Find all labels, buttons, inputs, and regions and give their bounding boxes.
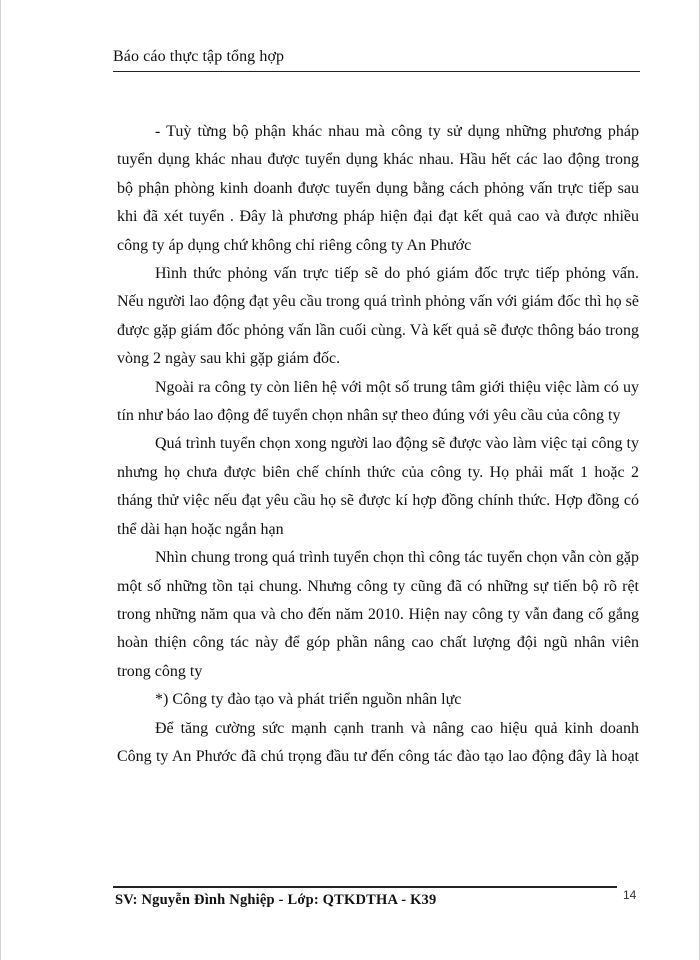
section-heading-training: *) Công ty đào tạo và phát triển nguồn nhân lực	[155, 691, 462, 709]
footer-student-info: SV: Nguyễn Đình Nghiệp - Lớp: QTKDTHA - K39	[115, 892, 437, 908]
header-title: Báo cáo thực tập tổng hợp	[113, 48, 285, 65]
paragraph-job-centers: Ngoài ra công ty còn liên hệ với một số trung tâm giới thiệu việc làm có uy tín như báo lao động để tuyển chọn nhân sự theo đúng với yêu cầu của công ty	[117, 378, 639, 425]
body-text	[117, 118, 639, 771]
page-number: 14	[623, 888, 637, 902]
paragraph-direct-interview: Hình thức phỏng vấn trực tiếp sẽ do phó giám đốc trực tiếp phỏng vấn. Nếu người lao động đạt yêu cầu trong quá trình phỏng vấn với giám đốc thì họ sẽ được gặp giám đốc phỏng vấn lần cuối cùng. Và kết quả sẽ được thông báo trong vòng 2 ngày sau khi gặp giám đốc.	[117, 265, 639, 368]
paragraph-probation: Quá trình tuyển chọn xong người lao động sẽ được vào làm việc tại công ty nhưng họ chưa được biên chế chính thức của công ty. Họ phải mất 1 hoặc 2 tháng thử việc nếu đạt yêu cầu họ sẽ được kí hợp đồng chính thức. Hợp đồng có thể dài hạn hoặc ngắn hạn	[117, 435, 639, 538]
paragraph-training-intro: Để tăng cường sức mạnh cạnh tranh và nâng cao hiệu quả kinh doanh Công ty An Phước đã chú trọng đầu tư đến công tác đào tạo lao động đây là hoạt	[117, 719, 639, 765]
header-rule	[113, 71, 640, 72]
footer-rule	[113, 886, 617, 888]
paragraph-recruitment-methods: - Tuỳ từng bộ phận khác nhau mà công ty sử dụng những phương pháp tuyển dụng khác nhau được tuyển dụng khác nhau. Hầu hết các lao động trong bộ phận phòng kinh doanh được tuyển dụng bằng cách phỏng vấn trực tiếp sau khi đã xét tuyển . Đây là phương pháp hiện đại đạt kết quả cao và được nhiều công ty áp dụng chứ không chỉ riêng công ty An Phước	[117, 123, 639, 254]
paragraph-overall-assessment: Nhìn chung trong quá trình tuyển chọn thì công tác tuyển chọn vẫn còn gặp một số những tồn tại chung. Nhưng công ty cũng đã có những sự tiến bộ rõ rệt trong những năm qua và cho đến năm 2010. Hiện nay công ty vẫn đang cố gắng hoàn thiện công tác này để góp phần nâng cao chất lượng đội ngũ nhân viên trong công ty	[117, 549, 639, 680]
